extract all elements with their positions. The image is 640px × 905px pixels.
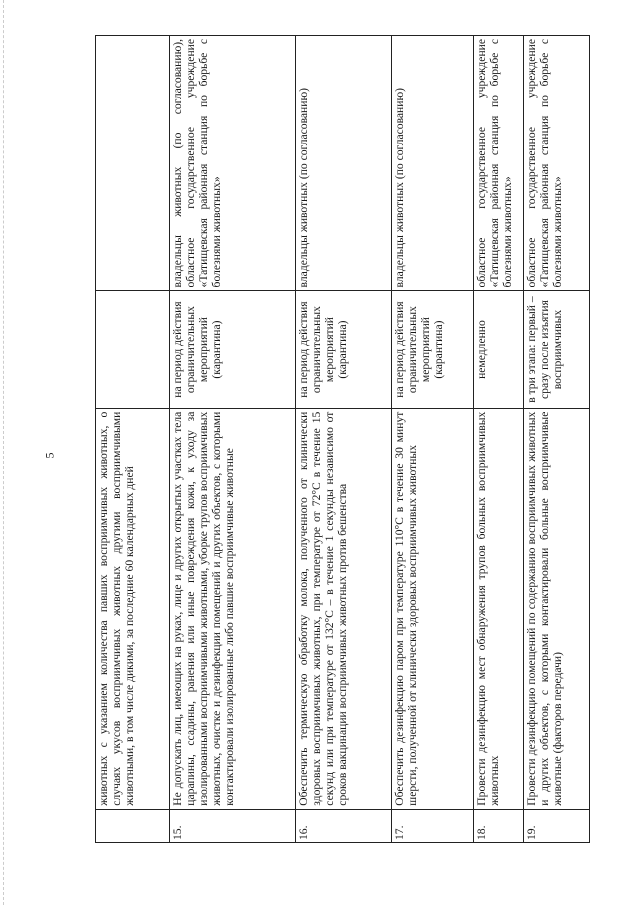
measure-cell: Обеспечить дезинфекцию паром при температуре 110°С в течение 30 минут шерсти, полученной от клинически здоровых восприимчивых животных — [392, 408, 474, 809]
executor-cell: владельцы животных (по согласованию), областное государственное учреждение «Татищевская районная станция по борьбе с болезнями животных» — [170, 36, 296, 291]
term-cell: на период действия ограничительных мероприятий (карантина) — [392, 291, 474, 408]
row-number: 19. — [524, 809, 590, 842]
row-number: 16. — [296, 809, 392, 842]
table-row — [296, 36, 392, 843]
row-number: 15. — [170, 809, 296, 842]
table-row — [474, 36, 524, 843]
measure-cell: Провести дезинфекцию помещений по содержанию восприимчивых животных и других объектов, с которыми контактировали больные восприимчивые животные (факторов передачи) — [524, 408, 590, 809]
term-cell: на период действия ограничительных мероприятий (карантина) — [296, 291, 392, 408]
row-number: 18. — [474, 809, 524, 842]
executor-cell — [96, 36, 170, 291]
executor-cell: владельцы животных (по согласованию) — [392, 36, 474, 291]
table-row — [392, 36, 474, 843]
term-cell: немедленно — [474, 291, 524, 408]
row-number: 17. — [392, 809, 474, 842]
measure-cell: Провести дезинфекцию мест обнаружения трупов больных восприимчивых животных — [474, 408, 524, 809]
measure-cell: Обеспечить термическую обработку молока, полученного от клинически здоровых восприимчивых животных, при температуре от 72°С в течение 15 секунд или при температуре от 132°С – в течение 1 секунды независимо от сроков вакцинации восприимчивых животных против бешенства — [296, 408, 392, 809]
measure-cell: животных с указанием количества павших восприимчивых животных, о случаях укусов восприимчивых животных другими восприимчивыми животными, в том числе дикими, за последние 60 календарных дней — [96, 408, 170, 809]
table-row — [524, 36, 590, 843]
scan-edge — [3, 0, 5, 905]
executor-cell: областное государственное учреждение «Татищевская районная станция по борьбе с болезнями животных» — [524, 36, 590, 291]
term-cell: в три этапа: первый – сразу после изъятия восприимчивых — [524, 291, 590, 408]
term-cell — [96, 291, 170, 408]
page-number: 5 — [42, 452, 57, 459]
row-number — [96, 809, 170, 842]
rotated-table-area — [95, 35, 564, 843]
table-row — [96, 36, 170, 843]
term-cell: на период действия ограничительных мероприятий (карантина) — [170, 291, 296, 408]
table-row — [170, 36, 296, 843]
executor-cell: областное государственное учреждение «Татищевская районная станция по борьбе с болезнями животных» — [474, 36, 524, 291]
executor-cell: владельцы животных (по согласованию) — [296, 36, 392, 291]
measure-cell: Не допускать лиц, имеющих на руках, лице и других открытых участках тела царапины, ссадины, ранения или иные повреждения кожи, к уходу за изолированными восприимчивыми животными, уборке трупов восприимчивых животных, очистке и дезинфекции помещений и других объектов, с которыми контактировали изолированные либо павшие восприимчивые животные — [170, 408, 296, 809]
measures-table-wrapper — [95, 35, 564, 843]
measures-table — [95, 35, 590, 843]
